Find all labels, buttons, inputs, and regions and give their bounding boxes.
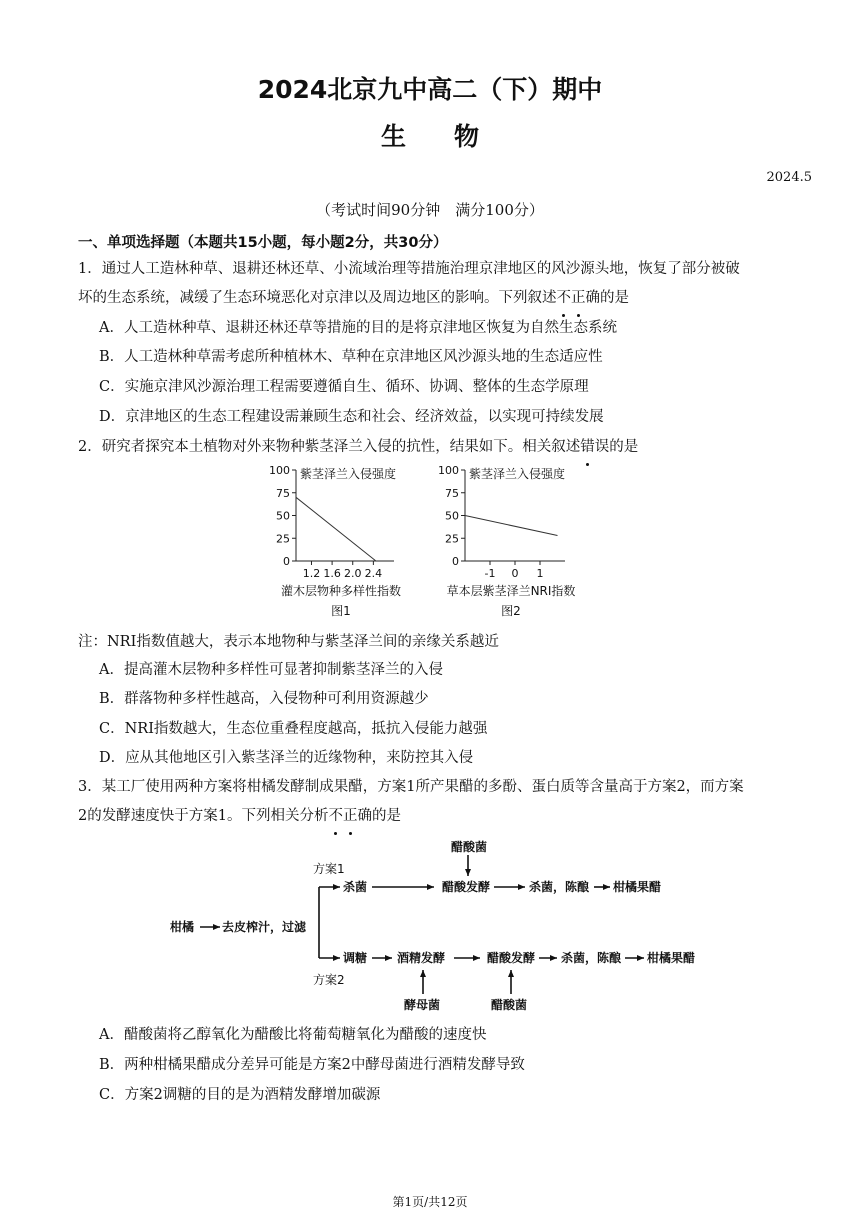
x-tick-label: -1 [484, 567, 496, 580]
node-alcohol-ferment: 酒精发酵 [397, 951, 446, 965]
node-juice: 去皮榨汁，过滤 [222, 920, 307, 934]
emphasis-dot: 不 [328, 802, 343, 831]
y-tick-label: 25 [276, 532, 290, 546]
chart-title: 紫茎泽兰入侵强度 [469, 467, 566, 481]
question-1-line-2: 坏的生态系统，减缓了生态环境恶化对京津以及周边地区的影响。下列叙述不正确的是 [78, 284, 788, 313]
node-acetic-ferment-2: 醋酸发酵 [487, 951, 536, 965]
node-acetic-bacteria-2: 醋酸菌 [491, 998, 528, 1012]
node-acetic-bacteria-1: 醋酸菌 [451, 840, 488, 854]
question-1-option-b: B．人工造林种草需考虑所种植林木、草种在京津地区风沙源头地的生态适应性 [99, 349, 603, 365]
emphasis-dot: 正 [343, 802, 358, 831]
question-2-option-b: B．群落物种多样性越高，入侵物种可利用资源越少 [99, 691, 429, 707]
node-sterilize: 杀菌 [343, 880, 368, 894]
y-tick-label: 0 [452, 555, 459, 568]
node-adjust-sugar: 调糖 [343, 951, 368, 965]
y-tick-label: 75 [276, 486, 290, 500]
question-1-stem [78, 255, 788, 313]
x-axis-label: 草本层紫茎泽兰NRI指数 [446, 584, 576, 598]
subject-title: 生物 [380, 122, 527, 151]
figure-2 [438, 464, 575, 618]
exam-date: 2024.5 [766, 170, 812, 185]
y-tick-label: 0 [283, 555, 290, 568]
y-tick-label: 75 [445, 486, 459, 500]
node-sterilize-age-2: 杀菌，陈酿 [561, 951, 622, 965]
node-product-2: 柑橘果醋 [647, 951, 696, 965]
y-tick-label: 100 [269, 464, 290, 477]
question-1-option-a: A．人工造林种草、退耕还林还草等措施的目的是将京津地区恢复为自然生态系统 [99, 320, 617, 336]
question-2-figures [262, 458, 608, 624]
question-3-option-b: B．两种柑橘果醋成分差异可能是方案2中酵母菌进行酒精发酵导致 [99, 1057, 525, 1073]
figure-caption: 图2 [501, 604, 521, 618]
node-product-1: 柑橘果醋 [613, 880, 662, 894]
y-tick-label: 50 [276, 509, 290, 523]
node-sterilize-age-1: 杀菌，陈酿 [529, 880, 590, 894]
question-3-line-2: 2的发酵速度快于方案1。下列相关分析不正确的是 [78, 802, 788, 831]
page-footer: 第1页/共12页 [392, 1195, 468, 1209]
x-axis-label: 灌木层物种多样性指数 [280, 584, 402, 598]
y-tick-label: 50 [445, 509, 459, 523]
question-2-stem: 2．研究者探究本土植物对外来物种紫茎泽兰入侵的抗性，结果如下。相关叙述错误的是 [78, 433, 788, 462]
x-tick-label: 1.2 [302, 567, 321, 580]
figure-1 [269, 464, 401, 618]
fermentation-flow-diagram [170, 834, 710, 1014]
x-tick-label: 0 [511, 567, 519, 580]
x-tick-label: 2.0 [343, 567, 362, 580]
emphasis-dot: 错 [580, 433, 595, 462]
question-2-note: 注：NRI指数值越大，表示本地物种与紫茎泽兰间的亲缘关系越近 [78, 634, 499, 650]
question-3-line-1: 3．某工厂使用两种方案将柑橘发酵制成果醋，方案1所产果醋的多酚、蛋白质等含量高于方案2，而方案 [78, 779, 744, 795]
x-tick-label: 2.4 [364, 567, 383, 580]
node-citrus: 柑橘 [170, 920, 195, 934]
question-2-option-a: A．提高灌木层物种多样性可显著抑制紫茎泽兰的入侵 [99, 662, 443, 678]
plan-1-label: 方案1 [313, 862, 345, 876]
question-2-option-c: C．NRI指数越大，生态位重叠程度越高，抵抗入侵能力越强 [99, 721, 488, 737]
question-1-option-d: D．京津地区的生态工程建设需兼顾生态和社会、经济效益，以实现可持续发展 [99, 409, 604, 425]
x-tick-label: 1.6 [323, 567, 341, 580]
question-3-stem [78, 773, 788, 831]
question-1-option-c: C．实施京津风沙源治理工程需要遵循自生、循环、协调、整体的生态学原理 [99, 379, 589, 395]
x-tick-label: 1 [536, 567, 544, 580]
question-3-option-c: C．方案2调糖的目的是为酒精发酵增加碳源 [99, 1087, 381, 1103]
series-line [465, 516, 558, 536]
question-1-line-1: 1．通过人工造林种草、退耕还林还草、小流域治理等措施治理京津地区的风沙源头地，恢复了部分被破 [78, 261, 740, 277]
emphasis-dot: 正 [571, 284, 586, 313]
question-2-option-d: D．应从其他地区引入紫茎泽兰的近缘物种，来防控其入侵 [99, 750, 474, 766]
emphasis-dot: 不 [557, 284, 572, 313]
series-line [296, 497, 376, 561]
chart-title: 紫茎泽兰入侵强度 [300, 467, 397, 481]
question-3-option-a: A．醋酸菌将乙醇氧化为醋酸比将葡萄糖氧化为醋酸的速度快 [99, 1027, 487, 1043]
page-title: 2024北京九中高二（下）期中 [257, 75, 603, 104]
plan-2-label: 方案2 [313, 973, 345, 987]
figure-caption: 图1 [331, 604, 351, 618]
section-heading: 一、单项选择题（本题共15小题，每小题2分，共30分） [78, 235, 448, 251]
exam-info: （考试时间90分钟 满分100分） [316, 201, 544, 219]
node-acetic-ferment-1: 醋酸发酵 [442, 880, 491, 894]
y-tick-label: 100 [438, 464, 459, 477]
node-yeast: 酵母菌 [404, 998, 441, 1012]
y-tick-label: 25 [445, 532, 459, 546]
